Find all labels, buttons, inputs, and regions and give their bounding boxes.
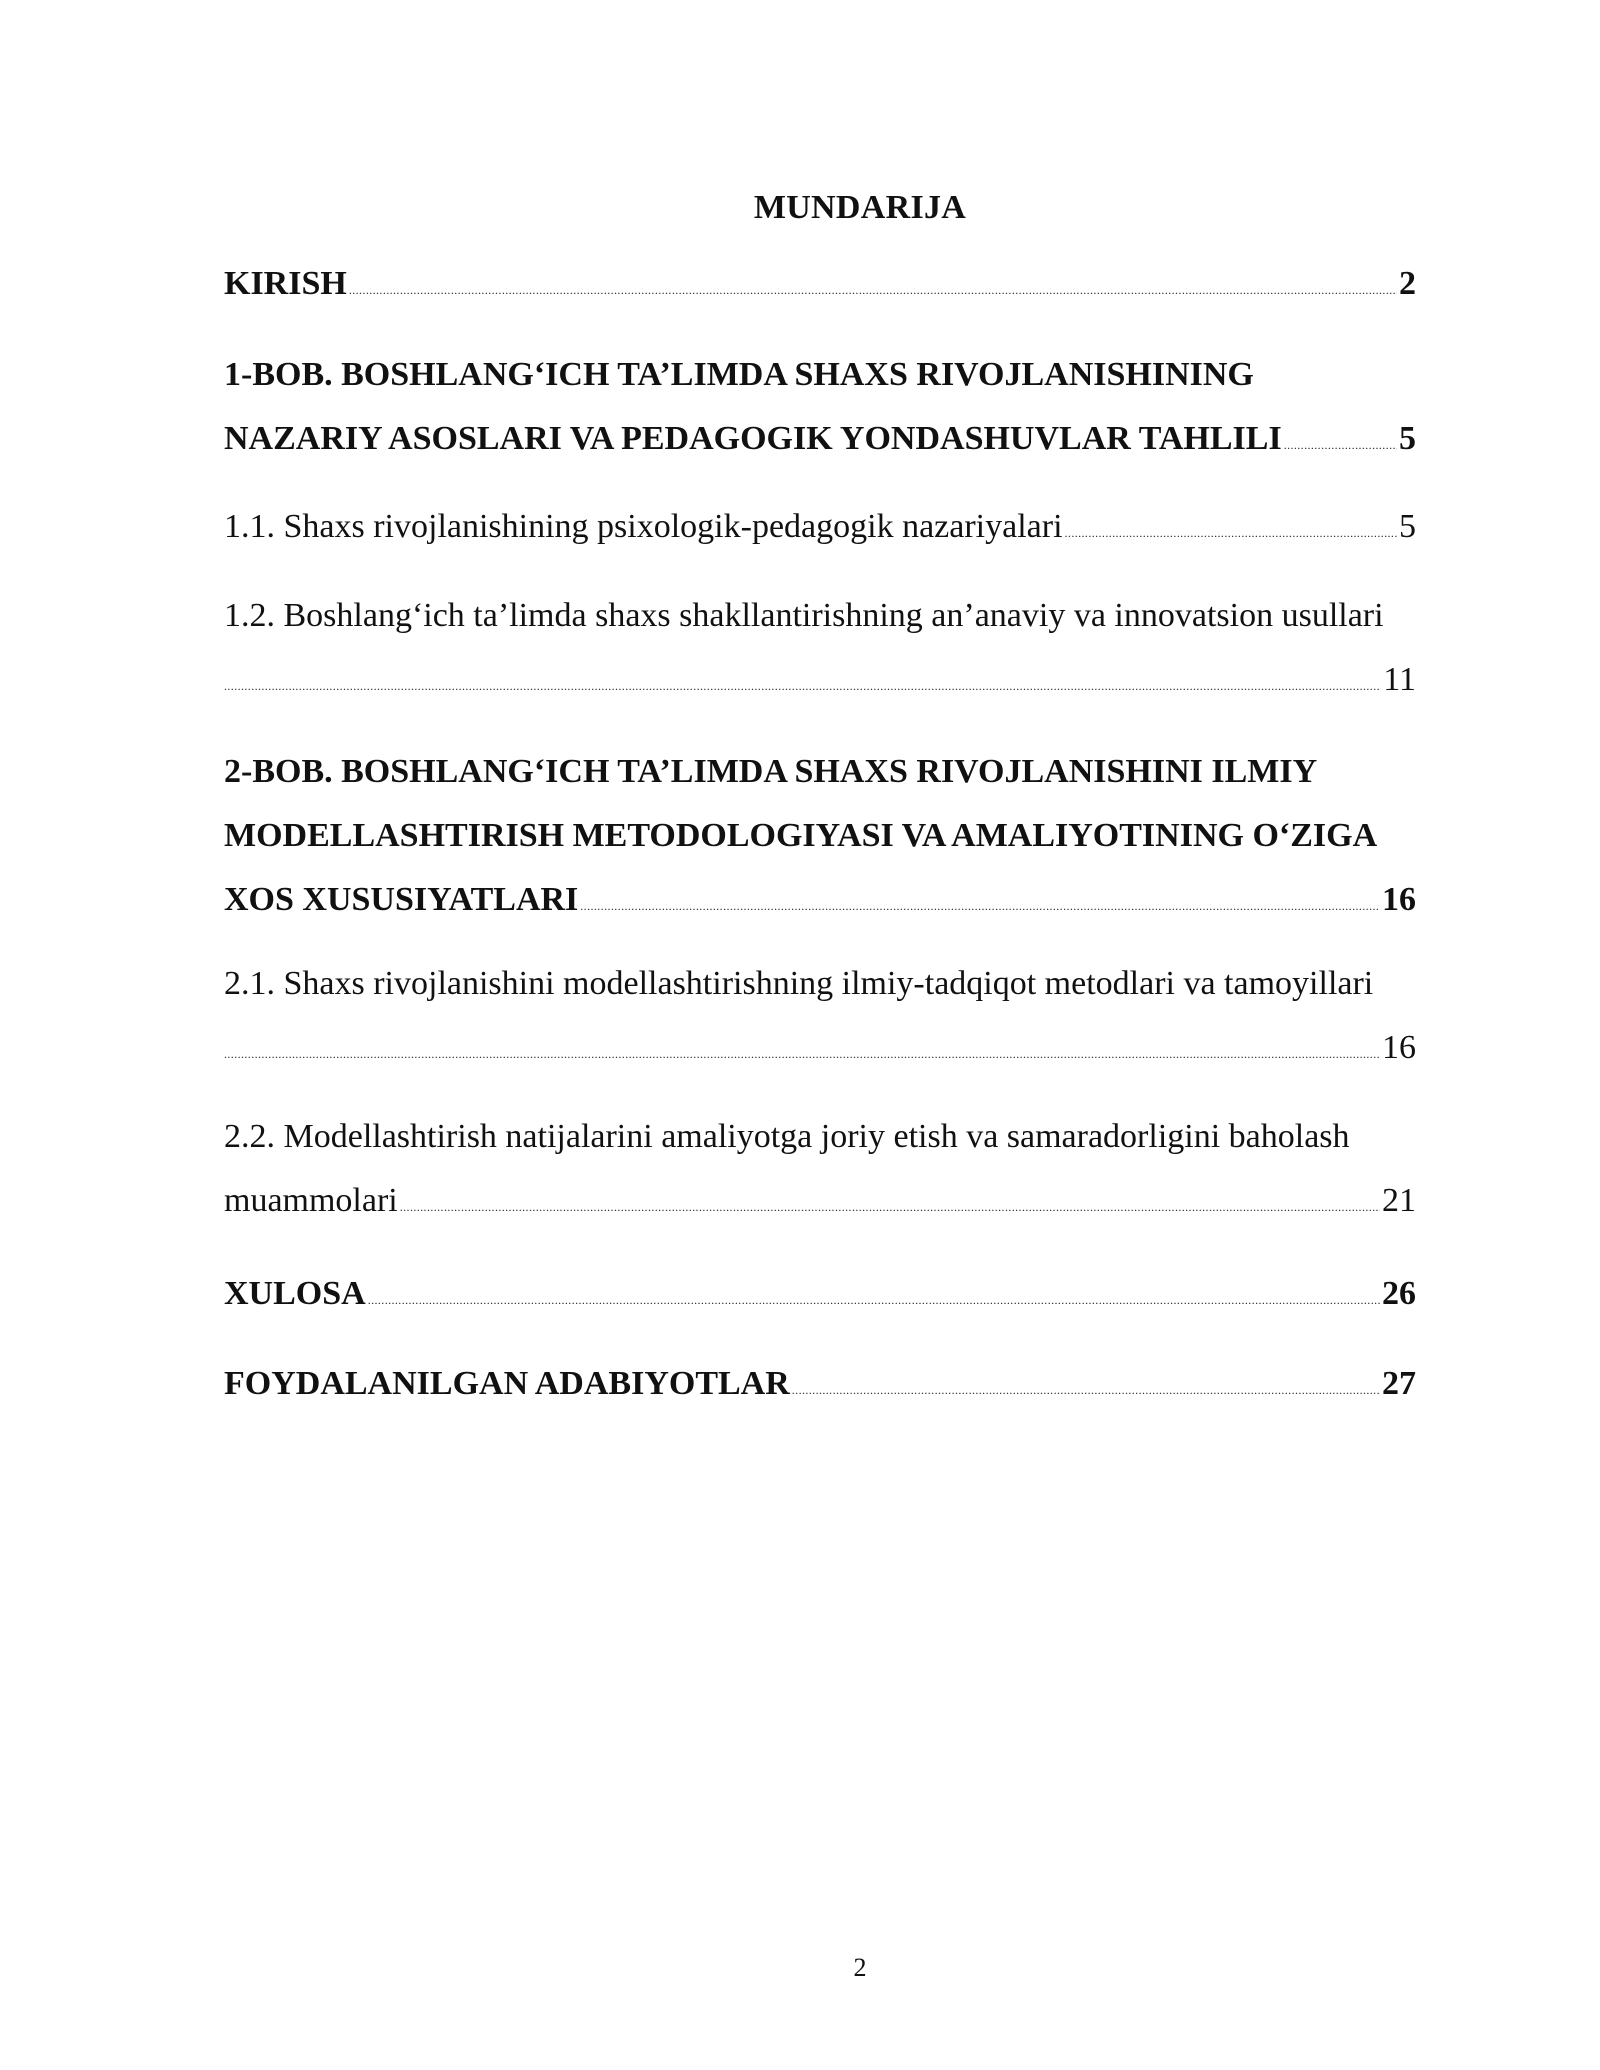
dot-leader	[224, 1048, 1380, 1060]
dot-leader	[349, 284, 1397, 296]
toc-title: MUNDARIJA	[753, 189, 967, 226]
toc-entry-label: FOYDALANILGAN ADABIYOTLAR	[224, 1365, 790, 1402]
toc-entry-line: 2.1. Shaxs rivojlanishini modellashtirishning ilmiy-tadqiqot metodlari va tamoyillari	[224, 965, 1374, 1002]
toc-entry-chapter-2[interactable]	[224, 740, 1416, 932]
toc-entry-label: XOS XUSUSIYATLARI	[224, 881, 579, 918]
toc-entry-label: KIRISH	[224, 265, 347, 302]
toc-entry-line: 1-BOB. BOSHLANG‘ICH TA’LIMDA SHAXS RIVOJLANISHINING	[224, 356, 1254, 393]
dot-leader	[224, 680, 1381, 692]
toc-page-number: 5	[1399, 420, 1416, 457]
toc-page-number: 5	[1399, 508, 1416, 545]
dot-leader	[580, 900, 1380, 912]
toc-page-number: 21	[1382, 1182, 1416, 1219]
toc-entry-line: 2.2. Modellashtirish natijalarini amaliyotga joriy etish va samaradorligini baholash	[224, 1118, 1350, 1155]
toc-page-number: 26	[1382, 1275, 1416, 1312]
toc-entry-label: NAZARIY ASOSLARI VA PEDAGOGIK YONDASHUVLAR TAHLILI	[224, 420, 1282, 457]
toc-entry-chapter-1[interactable]	[224, 343, 1416, 471]
page-number: 2	[853, 1953, 867, 1982]
toc-entry-section-2-1[interactable]	[224, 952, 1416, 1080]
dot-leader	[368, 1294, 1380, 1306]
toc-entry-kirish[interactable]	[224, 252, 1416, 316]
dot-leader	[1284, 439, 1397, 451]
toc-entry-line: 1.2. Boshlang‘ich ta’limda shaxs shakllantirishning an’anaviy va innovatsion usullari	[224, 597, 1384, 634]
toc-entry-label: 1.1. Shaxs rivojlanishining psixologik-pedagogik nazariyalari	[224, 508, 1063, 545]
toc-page-number: 11	[1383, 661, 1416, 698]
toc-page-number: 16	[1382, 1029, 1416, 1066]
toc-entry-line: 2-BOB. BOSHLANG‘ICH TA’LIMDA SHAXS RIVOJLANISHINI ILMIY	[224, 753, 1318, 790]
dot-leader	[1065, 527, 1397, 539]
dot-leader	[792, 1384, 1380, 1396]
toc-entry-label: muammolari	[224, 1182, 398, 1219]
toc-entry-section-1-1[interactable]	[224, 495, 1416, 559]
toc-page-number: 27	[1382, 1365, 1416, 1402]
toc-entry-line: MODELLASHTIRISH METODOLOGIYASI VA AMALIYOTINING O‘ZIGA	[224, 817, 1378, 854]
toc-entry-label: XULOSA	[224, 1275, 366, 1312]
toc-entry-section-1-2[interactable]	[224, 584, 1416, 712]
toc-page-number: 16	[1382, 881, 1416, 918]
toc-page-number: 2	[1399, 265, 1416, 302]
dot-leader	[400, 1201, 1380, 1213]
toc-entry-xulosa[interactable]	[224, 1262, 1416, 1326]
toc-entry-bibliography[interactable]	[224, 1352, 1416, 1416]
toc-entry-section-2-2[interactable]	[224, 1105, 1416, 1233]
